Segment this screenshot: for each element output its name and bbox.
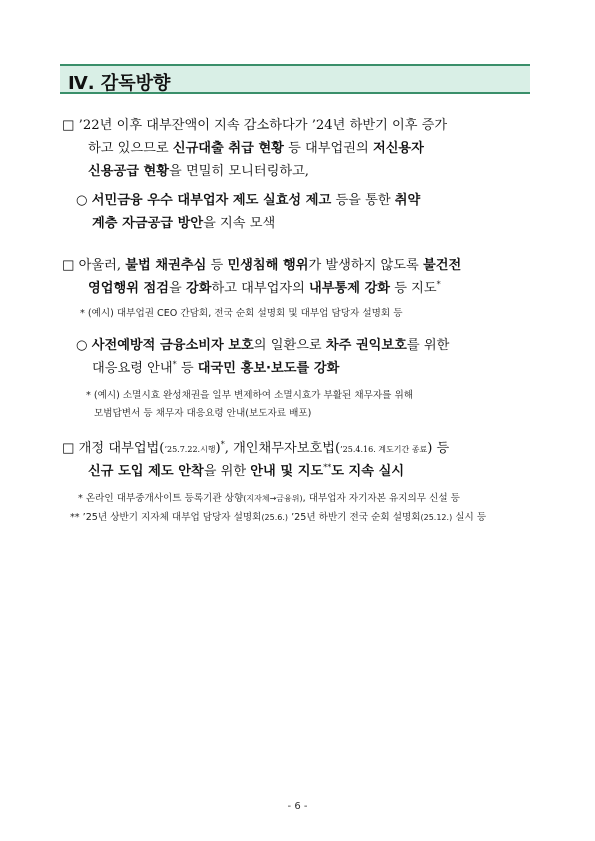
s2-line-2: 계층 자금공급 방안을 지속 모색 — [92, 216, 276, 231]
s3-line-2: 영업행위 점검을 강화하고 대부업자의 내부통제 강화 등 지도* — [88, 280, 441, 296]
section-heading-bar — [60, 64, 530, 94]
s1-line-3: 신용공급 현황을 면밀히 모니터링하고, — [88, 164, 309, 179]
circle-bullet-icon: ○ — [76, 338, 88, 353]
square-bullet-icon: □ — [62, 258, 75, 273]
s3-footnote: * (예시) 대부업권 CEO 간담회, 전국 순회 설명회 및 대부업 담당자 설명회 등 — [80, 308, 403, 319]
s5-line-2: 신규 도입 제도 안착을 위한 안내 및 지도**도 지속 실시 — [88, 463, 405, 479]
circle-bullet-icon: ○ — [76, 193, 88, 208]
s3-line-1: □ 아울러, 불법 채권추심 등 민생침해 행위가 발생하지 않도록 불건전 — [62, 258, 462, 273]
s1-line-2: 하고 있으므로 신규대출 취급 현황 등 대부업권의 저신용자 — [88, 141, 424, 156]
s4-line-2: 대응요령 안내* 등 대국민 홍보·보도를 강화 — [92, 360, 340, 376]
s2-line-1: ○ 서민금융 우수 대부업자 제도 실효성 제고 등을 통한 취약 — [76, 193, 421, 208]
s4-footnote-1: * (예시) 소멸시효 완성채권을 일부 변제하여 소멸시효가 부활된 채무자를 위해 — [86, 390, 414, 401]
square-bullet-icon: □ — [62, 118, 75, 133]
page-number: - 6 - — [287, 801, 308, 812]
s4-line-1: ○ 사전예방적 금융소비자 보호의 일환으로 차주 권익보호를 위한 — [76, 338, 450, 353]
s5-footnote-2: ** ’25년 상반기 지자체 대부업 담당자 설명회(25.6.) ’25년 하반기 전국 순회 설명회(25.12.) 실시 등 — [70, 512, 487, 523]
section-heading: Ⅳ. 감독방향 — [68, 73, 171, 94]
s5-line-1: □ 개정 대부업법(’25.7.22.시행)*, 개인채무자보호법(’25.4.16. 계도기간 종료) 등 — [62, 440, 450, 456]
square-bullet-icon: □ — [62, 441, 75, 456]
s4-footnote-2: 모범답변서 등 채무자 대응요령 안내(보도자료 배포) — [94, 408, 312, 419]
s5-footnote-1: * 온라인 대부중개사이트 등록기관 상향(지자체→금융위), 대부업자 자기자본 유지의무 신설 등 — [78, 493, 460, 504]
s1-line-1: □ ’22년 이후 대부잔액이 지속 감소하다가 ’24년 하반기 이후 증가 — [62, 118, 448, 133]
